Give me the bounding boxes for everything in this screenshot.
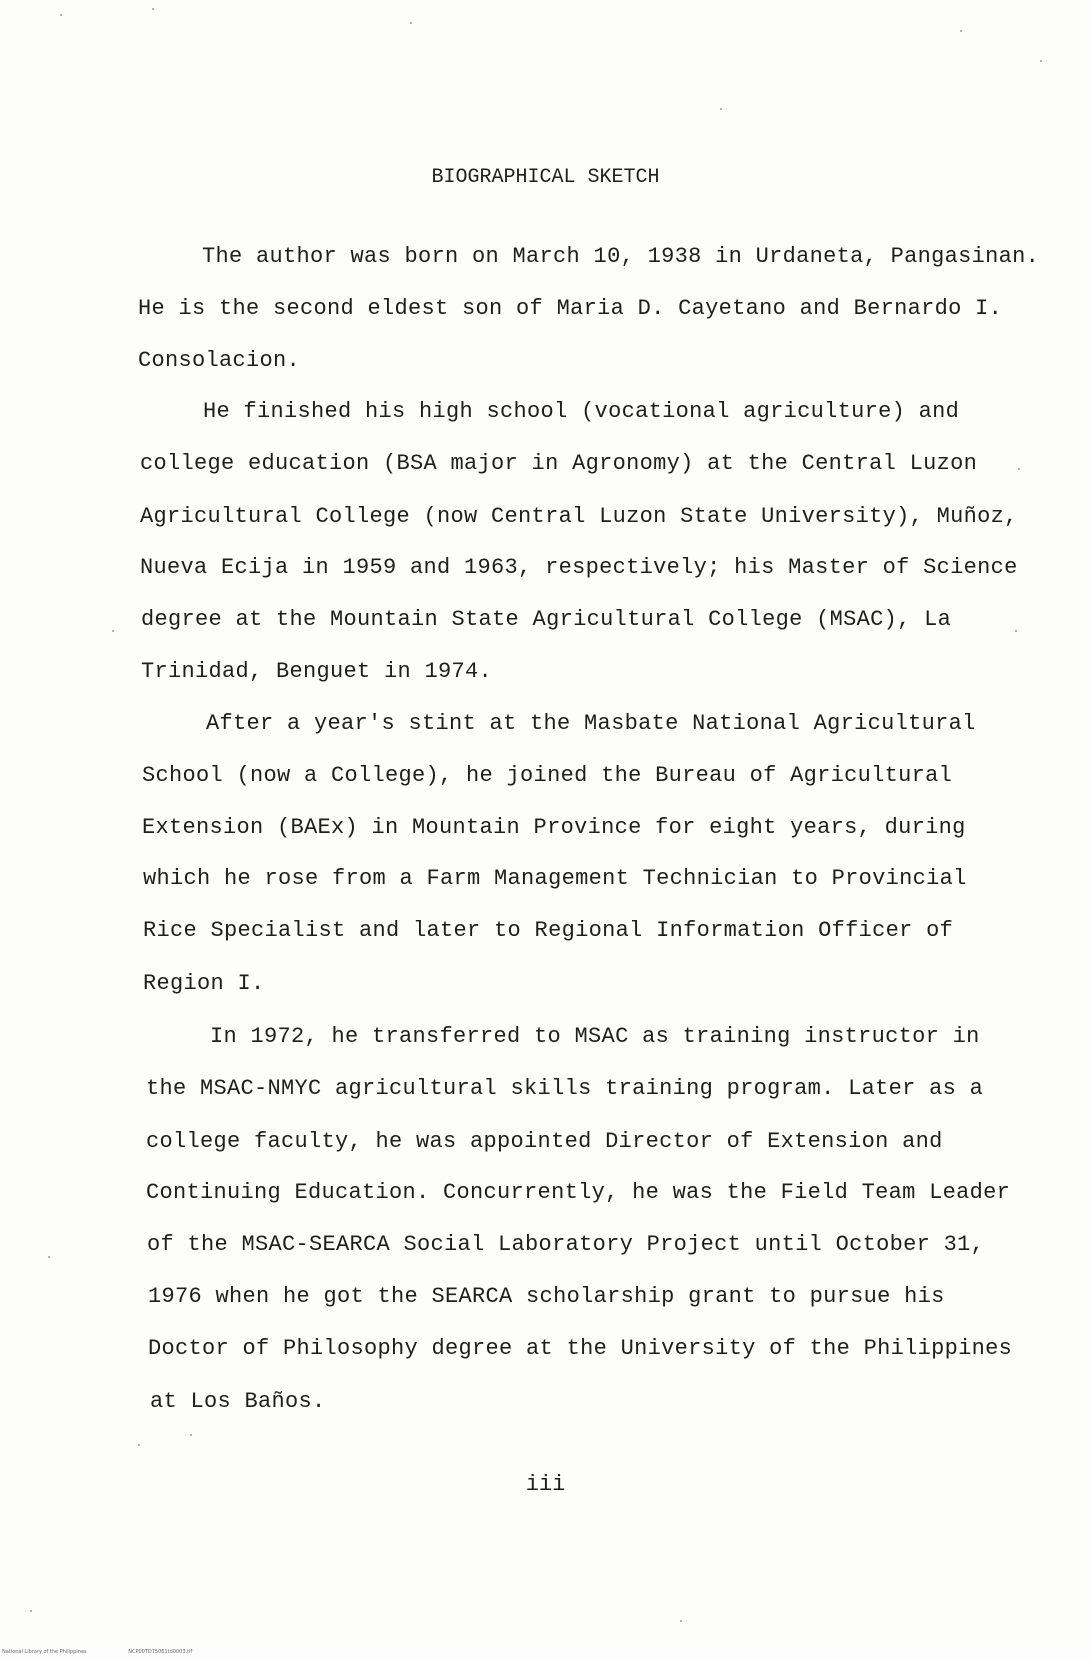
scan-speck <box>152 8 154 10</box>
body-line: college education (BSA major in Agronomy) at the Central Luzon <box>140 451 978 476</box>
body-line: Consolacion. <box>138 348 301 373</box>
body-line: He finished his high school (vocational agriculture) and <box>203 399 960 424</box>
page-number: iii <box>525 1472 566 1497</box>
scan-speck <box>680 1620 682 1622</box>
body-line: Agricultural College (now Central Luzon State University), Muñoz, <box>140 504 1018 529</box>
scan-speck <box>1015 630 1017 632</box>
scan-speck <box>30 1610 32 1612</box>
body-line: In 1972, he transferred to MSAC as training instructor in <box>210 1024 980 1049</box>
body-line: of the MSAC-SEARCA Social Laboratory Project until October 31, <box>147 1232 985 1257</box>
scan-speck <box>720 108 722 110</box>
body-line: After a year's stint at the Masbate National Agricultural <box>206 711 976 736</box>
body-line: Doctor of Philosophy degree at the University of the Philippines <box>148 1336 1013 1361</box>
scan-speck <box>1018 468 1020 470</box>
body-line: Region I. <box>143 971 265 996</box>
scan-speck <box>112 630 114 632</box>
body-line: Trinidad, Benguet in 1974. <box>141 659 493 684</box>
body-line: Extension (BAEx) in Mountain Province for eight years, during <box>142 815 966 840</box>
body-line: 1976 when he got the SEARCA scholarship grant to pursue his <box>148 1284 945 1309</box>
scan-speck <box>60 14 62 16</box>
body-line: Rice Specialist and later to Regional Information Officer of <box>143 918 954 943</box>
library-credit: National Library of the Philippines <box>2 1649 87 1655</box>
file-id: NCP00TD75061td0003.tif <box>128 1649 193 1655</box>
scan-speck <box>48 1256 50 1258</box>
scan-speck <box>1040 60 1042 62</box>
body-line: which he rose from a Farm Management Technician to Provincial <box>143 866 967 891</box>
scan-speck <box>138 1444 140 1446</box>
scan-speck <box>410 22 412 24</box>
body-line: degree at the Mountain State Agricultural College (MSAC), La <box>141 607 952 632</box>
page-title: BIOGRAPHICAL SKETCH <box>431 166 660 189</box>
body-line: The author was born on March 10, 1938 in Urdaneta, Pangasinan. <box>202 244 1040 269</box>
scan-speck <box>960 30 962 32</box>
body-line: at Los Baños. <box>150 1389 326 1414</box>
body-line: Nueva Ecija in 1959 and 1963, respectively; his Master of Science <box>140 555 1018 580</box>
body-line: Continuing Education. Concurrently, he was the Field Team Leader <box>146 1180 1011 1205</box>
scan-speck <box>190 1434 192 1436</box>
scan-footer <box>2 1649 232 1655</box>
body-line: School (now a College), he joined the Bureau of Agricultural <box>142 763 953 788</box>
body-line: college faculty, he was appointed Director of Extension and <box>146 1129 943 1154</box>
body-line: the MSAC-NMYC agricultural skills training program. Later as a <box>146 1076 984 1101</box>
body-line: He is the second eldest son of Maria D. Cayetano and Bernardo I. <box>138 296 1003 321</box>
